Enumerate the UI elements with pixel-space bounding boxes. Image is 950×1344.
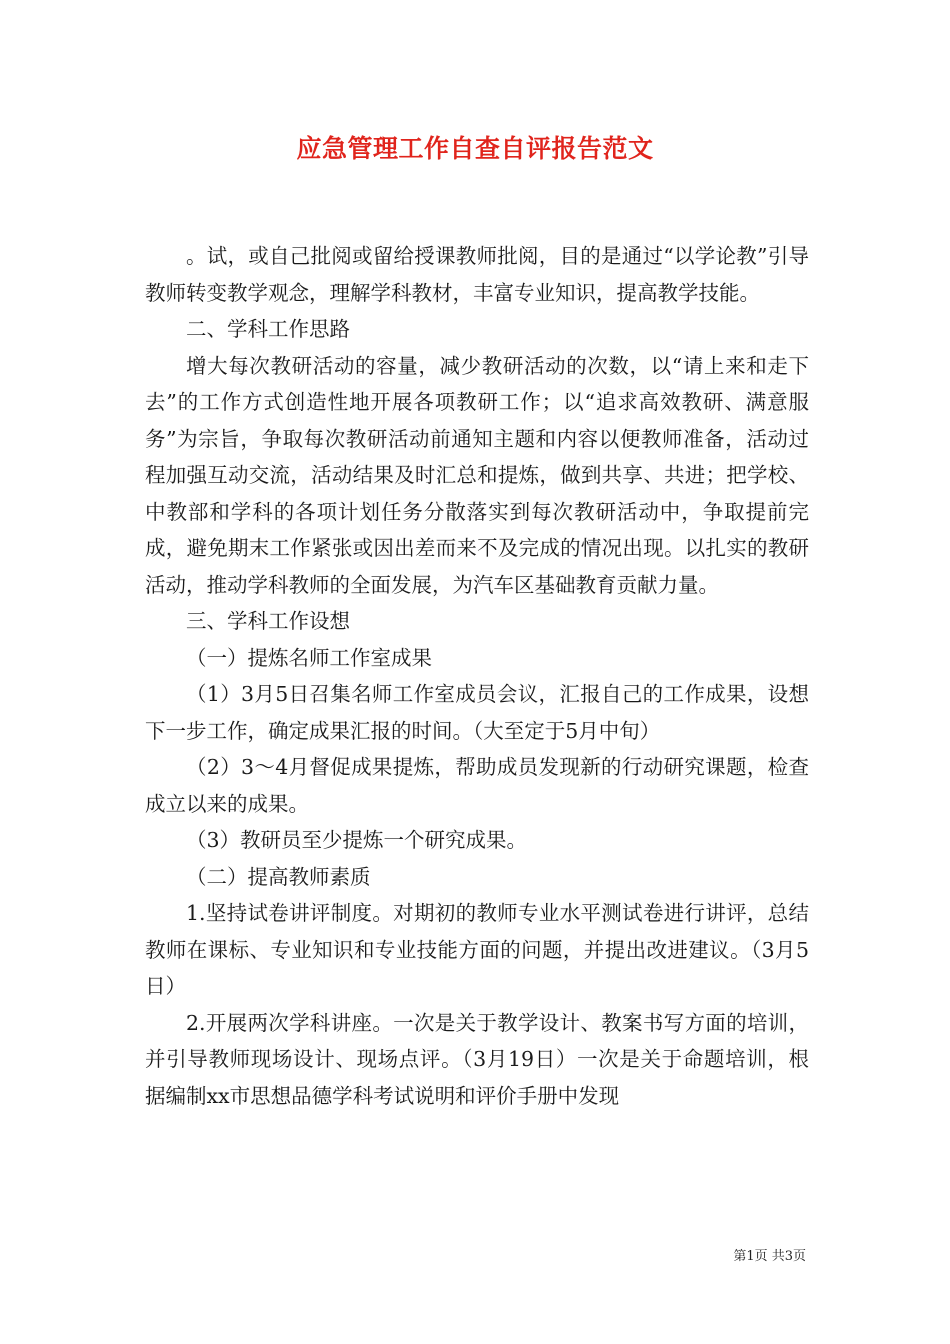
section-heading: 三、学科工作设想 [186, 609, 350, 633]
paragraph: （3）教研员至少提炼一个研究成果。 [186, 828, 528, 852]
subsection-heading: （一）提炼名师工作室成果 [186, 645, 432, 670]
document-body [145, 238, 809, 1114]
paragraph: 增大每次教研活动的容量，减少教研活动的次数，以“请上来和走下去”的工作方式创造性地开展各项教研工作；以“追求高效教研、满意服务”为宗旨，争取每次教研活动前通知主题和内容以便教师准备，活动过程加强互动交流，活动结果及时汇总和提炼，做到共享、共进；把学校、中教部和学科的各项计划任务分散落实到每次教研活动中，争取提前完成，避免期末工作紧张或因出差而来不及完成的情况出现。以扎实的教研活动，推动学科教师的全面发展，为汽车区基础教育贡献力量。 [145, 353, 809, 597]
paragraph: （2）3～4月督促成果提炼，帮助成员发现新的行动研究课题，检查成立以来的成果。 [145, 755, 809, 816]
paragraph: 1.坚持试卷讲评制度。对期初的教师专业水平测试卷进行讲评，总结教师在课标、专业知识和专业技能方面的问题，并提出改进建议。（3月5日） [145, 901, 809, 998]
paragraph: 2.开展两次学科讲座。一次是关于教学设计、教案书写方面的培训，并引导教师现场设计、现场点评。（3月19日）一次是关于命题培训，根据编制xx市思想品德学科考试说明和评价手册中发现 [145, 1010, 809, 1108]
paragraph: 。试，或自己批阅或留给授课教师批阅，目的是通过“以学论教”引导教师转变教学观念，理解学科教材，丰富专业知识，提高教学技能。 [145, 244, 809, 305]
document-title: 应急管理工作自查自评报告范文 [296, 134, 654, 163]
subsection-heading: （二）提高教师素质 [186, 864, 371, 889]
page-number: 第1页 共3页 [733, 1249, 806, 1264]
paragraph: （1）3月5日召集名师工作室成员会议，汇报自己的工作成果，设想下一步工作，确定成果汇报的时间。（大至定于5月中旬） [145, 682, 809, 743]
section-heading: 二、学科工作思路 [186, 317, 350, 341]
